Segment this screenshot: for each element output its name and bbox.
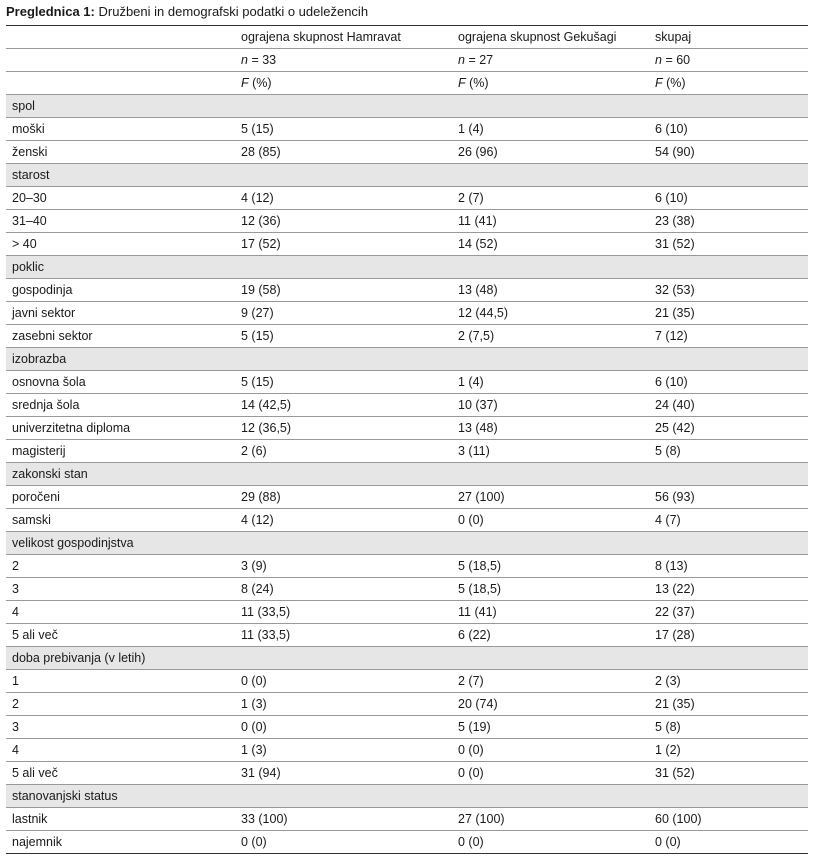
row-label: 5 ali več bbox=[6, 762, 235, 785]
category-cell bbox=[649, 532, 808, 555]
category-cell bbox=[235, 348, 452, 371]
n-cell-gekusagi bbox=[452, 49, 649, 72]
value-cell: 19 (58) bbox=[235, 279, 452, 302]
value-cell: 17 (52) bbox=[235, 233, 452, 256]
value-cell: 5 (18,5) bbox=[452, 555, 649, 578]
value-cell: 1 (3) bbox=[235, 693, 452, 716]
category-cell bbox=[235, 256, 452, 279]
table-row bbox=[6, 555, 808, 578]
value-cell: 1 (2) bbox=[649, 739, 808, 762]
row-label: 2 bbox=[6, 693, 235, 716]
value-cell: 2 (3) bbox=[649, 670, 808, 693]
row-label: osnovna šola bbox=[6, 371, 235, 394]
category-row bbox=[6, 95, 808, 118]
category-label: izobrazba bbox=[6, 348, 235, 371]
value-cell: 26 (96) bbox=[452, 141, 649, 164]
table-row bbox=[6, 808, 808, 831]
row-label: gospodinja bbox=[6, 279, 235, 302]
category-cell bbox=[452, 164, 649, 187]
value-cell: 13 (48) bbox=[452, 417, 649, 440]
value-cell: 27 (100) bbox=[452, 808, 649, 831]
value-cell: 17 (28) bbox=[649, 624, 808, 647]
value-cell: 21 (35) bbox=[649, 693, 808, 716]
value-cell: 13 (22) bbox=[649, 578, 808, 601]
row-label: srednja šola bbox=[6, 394, 235, 417]
header-cell-total: skupaj bbox=[649, 26, 808, 49]
row-label: lastnik bbox=[6, 808, 235, 831]
value-cell: 11 (41) bbox=[452, 210, 649, 233]
value-cell: 10 (37) bbox=[452, 394, 649, 417]
value-cell: 12 (36,5) bbox=[235, 417, 452, 440]
f-unit: (%) bbox=[666, 76, 686, 90]
table-row bbox=[6, 394, 808, 417]
value-cell: 32 (53) bbox=[649, 279, 808, 302]
f-row-label bbox=[6, 72, 235, 95]
f-unit: (%) bbox=[252, 76, 272, 90]
value-cell: 14 (42,5) bbox=[235, 394, 452, 417]
category-label: velikost gospodinjstva bbox=[6, 532, 235, 555]
table-row bbox=[6, 486, 808, 509]
value-cell: 11 (41) bbox=[452, 601, 649, 624]
value-cell: 54 (90) bbox=[649, 141, 808, 164]
category-cell bbox=[235, 785, 452, 808]
row-label: 5 ali več bbox=[6, 624, 235, 647]
value-cell: 31 (52) bbox=[649, 233, 808, 256]
row-label: magisterij bbox=[6, 440, 235, 463]
value-cell: 4 (12) bbox=[235, 187, 452, 210]
value-cell: 13 (48) bbox=[452, 279, 649, 302]
n-symbol: n bbox=[655, 53, 662, 67]
value-cell: 4 (12) bbox=[235, 509, 452, 532]
category-cell bbox=[649, 95, 808, 118]
value-cell: 5 (19) bbox=[452, 716, 649, 739]
category-cell bbox=[649, 647, 808, 670]
category-row bbox=[6, 256, 808, 279]
value-cell: 2 (7) bbox=[452, 670, 649, 693]
table-row bbox=[6, 578, 808, 601]
value-cell: 27 (100) bbox=[452, 486, 649, 509]
category-label: doba prebivanja (v letih) bbox=[6, 647, 235, 670]
category-cell bbox=[235, 647, 452, 670]
table-row bbox=[6, 279, 808, 302]
category-row bbox=[6, 463, 808, 486]
row-label: poročeni bbox=[6, 486, 235, 509]
category-cell bbox=[452, 785, 649, 808]
n-symbol: n bbox=[458, 53, 465, 67]
f-cell-total bbox=[649, 72, 808, 95]
category-cell bbox=[452, 348, 649, 371]
value-cell: 9 (27) bbox=[235, 302, 452, 325]
f-symbol: F bbox=[458, 76, 466, 90]
value-cell: 2 (6) bbox=[235, 440, 452, 463]
category-label: stanovanjski status bbox=[6, 785, 235, 808]
header-cell-gekusagi: ograjena skupnost Gekušagi bbox=[452, 26, 649, 49]
category-cell bbox=[235, 532, 452, 555]
f-cell-gekusagi bbox=[452, 72, 649, 95]
category-cell bbox=[649, 463, 808, 486]
row-label: zasebni sektor bbox=[6, 325, 235, 348]
value-cell: 0 (0) bbox=[452, 762, 649, 785]
value-cell: 20 (74) bbox=[452, 693, 649, 716]
value-cell: 7 (12) bbox=[649, 325, 808, 348]
value-cell: 5 (18,5) bbox=[452, 578, 649, 601]
category-cell bbox=[452, 256, 649, 279]
value-cell: 33 (100) bbox=[235, 808, 452, 831]
value-cell: 5 (8) bbox=[649, 440, 808, 463]
value-cell: 4 (7) bbox=[649, 509, 808, 532]
category-cell bbox=[452, 463, 649, 486]
category-cell bbox=[452, 532, 649, 555]
value-cell: 5 (15) bbox=[235, 118, 452, 141]
category-cell bbox=[649, 256, 808, 279]
value-cell: 25 (42) bbox=[649, 417, 808, 440]
table-row bbox=[6, 670, 808, 693]
category-cell bbox=[452, 95, 649, 118]
row-label: javni sektor bbox=[6, 302, 235, 325]
f-symbol: F bbox=[655, 76, 663, 90]
table-row bbox=[6, 624, 808, 647]
value-cell: 2 (7) bbox=[452, 187, 649, 210]
value-cell: 3 (11) bbox=[452, 440, 649, 463]
n-value: = 60 bbox=[665, 53, 691, 67]
table-row bbox=[6, 417, 808, 440]
table-row bbox=[6, 762, 808, 785]
value-cell: 0 (0) bbox=[452, 739, 649, 762]
row-label: samski bbox=[6, 509, 235, 532]
table-row bbox=[6, 325, 808, 348]
row-label: moški bbox=[6, 118, 235, 141]
table-row bbox=[6, 210, 808, 233]
table-row bbox=[6, 716, 808, 739]
table-row bbox=[6, 601, 808, 624]
value-cell: 0 (0) bbox=[452, 509, 649, 532]
value-cell: 2 (7,5) bbox=[452, 325, 649, 348]
header-cell-blank bbox=[6, 26, 235, 49]
value-cell: 8 (24) bbox=[235, 578, 452, 601]
category-row bbox=[6, 164, 808, 187]
value-cell: 0 (0) bbox=[235, 670, 452, 693]
caption-text: Družbeni in demografski podatki o udeležencih bbox=[98, 4, 369, 19]
n-cell-total bbox=[649, 49, 808, 72]
table-row bbox=[6, 739, 808, 762]
value-cell: 14 (52) bbox=[452, 233, 649, 256]
value-cell: 0 (0) bbox=[235, 831, 452, 854]
value-cell: 12 (44,5) bbox=[452, 302, 649, 325]
category-label: zakonski stan bbox=[6, 463, 235, 486]
n-row bbox=[6, 49, 808, 72]
value-cell: 22 (37) bbox=[649, 601, 808, 624]
value-cell: 1 (4) bbox=[452, 118, 649, 141]
header-cell-hamravat: ograjena skupnost Hamravat bbox=[235, 26, 452, 49]
value-cell: 56 (93) bbox=[649, 486, 808, 509]
row-label: 20–30 bbox=[6, 187, 235, 210]
row-label: 2 bbox=[6, 555, 235, 578]
category-cell bbox=[452, 647, 649, 670]
table-row bbox=[6, 302, 808, 325]
value-cell: 29 (88) bbox=[235, 486, 452, 509]
header-row bbox=[6, 26, 808, 49]
value-cell: 31 (94) bbox=[235, 762, 452, 785]
value-cell: 11 (33,5) bbox=[235, 624, 452, 647]
value-cell: 31 (52) bbox=[649, 762, 808, 785]
f-unit: (%) bbox=[469, 76, 489, 90]
row-label: univerzitetna diploma bbox=[6, 417, 235, 440]
category-cell bbox=[649, 348, 808, 371]
category-cell bbox=[235, 164, 452, 187]
n-value: = 27 bbox=[468, 53, 494, 67]
row-label: najemnik bbox=[6, 831, 235, 854]
table-row bbox=[6, 118, 808, 141]
value-cell: 5 (8) bbox=[649, 716, 808, 739]
row-label: 1 bbox=[6, 670, 235, 693]
f-cell-hamravat bbox=[235, 72, 452, 95]
category-cell bbox=[649, 785, 808, 808]
value-cell: 28 (85) bbox=[235, 141, 452, 164]
demographics-table bbox=[6, 25, 808, 854]
table-row bbox=[6, 831, 808, 854]
table-row bbox=[6, 233, 808, 256]
n-value: = 33 bbox=[251, 53, 277, 67]
category-row bbox=[6, 785, 808, 808]
value-cell: 6 (10) bbox=[649, 118, 808, 141]
category-label: spol bbox=[6, 95, 235, 118]
value-cell: 60 (100) bbox=[649, 808, 808, 831]
table-caption bbox=[6, 3, 368, 21]
value-cell: 24 (40) bbox=[649, 394, 808, 417]
category-row bbox=[6, 532, 808, 555]
row-label: 4 bbox=[6, 739, 235, 762]
value-cell: 5 (15) bbox=[235, 325, 452, 348]
category-cell bbox=[235, 95, 452, 118]
value-cell: 6 (10) bbox=[649, 187, 808, 210]
value-cell: 21 (35) bbox=[649, 302, 808, 325]
table-row bbox=[6, 141, 808, 164]
table-row bbox=[6, 371, 808, 394]
category-cell bbox=[235, 463, 452, 486]
table-row bbox=[6, 440, 808, 463]
value-cell: 12 (36) bbox=[235, 210, 452, 233]
row-label: 31–40 bbox=[6, 210, 235, 233]
f-symbol: F bbox=[241, 76, 249, 90]
category-label: poklic bbox=[6, 256, 235, 279]
n-cell-hamravat bbox=[235, 49, 452, 72]
table-row bbox=[6, 187, 808, 210]
value-cell: 0 (0) bbox=[452, 831, 649, 854]
row-label: 3 bbox=[6, 578, 235, 601]
value-cell: 0 (0) bbox=[235, 716, 452, 739]
n-symbol: n bbox=[241, 53, 248, 67]
value-cell: 8 (13) bbox=[649, 555, 808, 578]
category-row bbox=[6, 348, 808, 371]
row-label: 4 bbox=[6, 601, 235, 624]
row-label: ženski bbox=[6, 141, 235, 164]
value-cell: 6 (22) bbox=[452, 624, 649, 647]
table-row bbox=[6, 693, 808, 716]
table-body bbox=[6, 26, 808, 854]
caption-lead: Preglednica 1: bbox=[6, 4, 95, 19]
value-cell: 1 (4) bbox=[452, 371, 649, 394]
category-label: starost bbox=[6, 164, 235, 187]
row-label: > 40 bbox=[6, 233, 235, 256]
value-cell: 5 (15) bbox=[235, 371, 452, 394]
value-cell: 3 (9) bbox=[235, 555, 452, 578]
table-row bbox=[6, 509, 808, 532]
value-cell: 23 (38) bbox=[649, 210, 808, 233]
value-cell: 0 (0) bbox=[649, 831, 808, 854]
f-row bbox=[6, 72, 808, 95]
category-cell bbox=[649, 164, 808, 187]
value-cell: 11 (33,5) bbox=[235, 601, 452, 624]
n-row-label bbox=[6, 49, 235, 72]
value-cell: 6 (10) bbox=[649, 371, 808, 394]
row-label: 3 bbox=[6, 716, 235, 739]
category-row bbox=[6, 647, 808, 670]
value-cell: 1 (3) bbox=[235, 739, 452, 762]
